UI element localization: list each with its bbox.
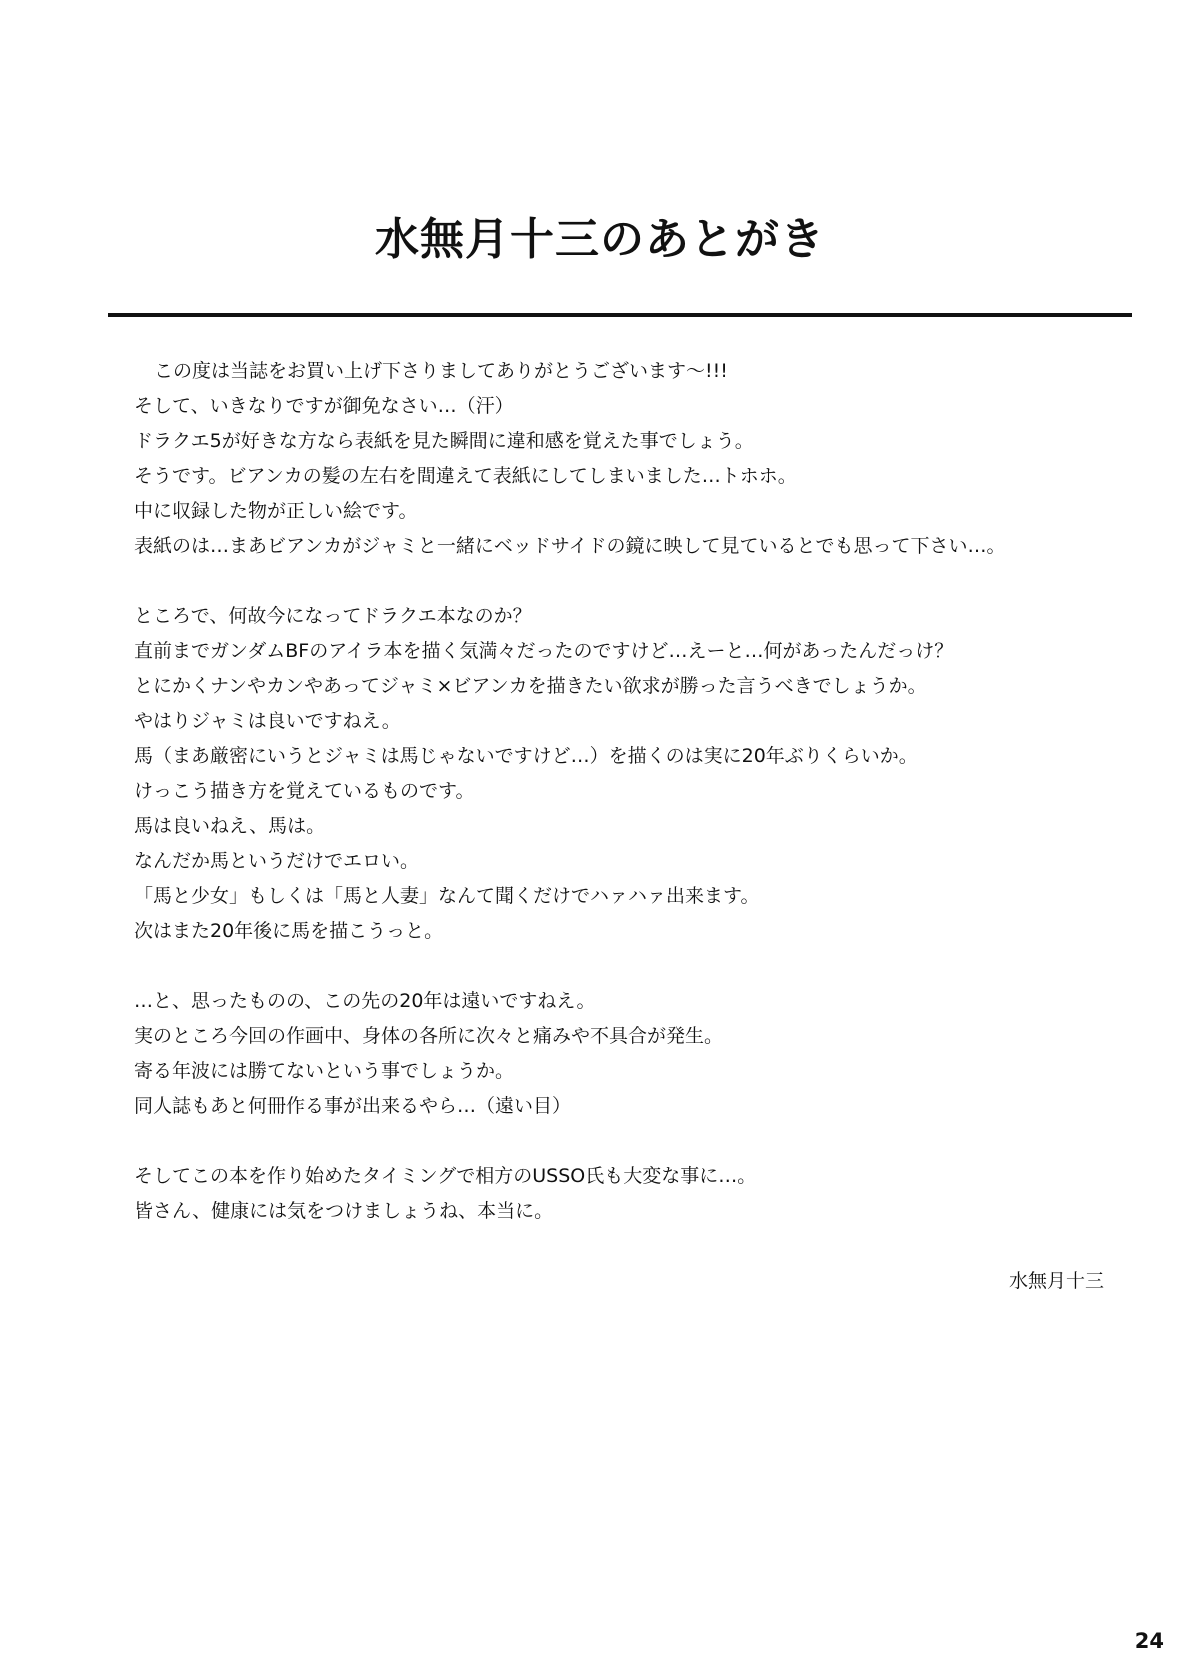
text-line: けっこう描き方を覚えているものです。 [134, 780, 475, 802]
text-line: ドラクエ5が好きな方なら表紙を見た瞬間に違和感を覚えた事でしょう。 [134, 430, 754, 452]
text-line: 皆さん、健康には気をつけましょうね、本当に。 [134, 1200, 554, 1222]
text-line: 寄る年波には勝てないという事でしょうか。 [134, 1060, 515, 1082]
author-signature: 水無月十三 [1008, 1270, 1104, 1292]
paragraph-gap [134, 564, 1094, 599]
text-line: 実のところ今回の作画中、身体の各所に次々と痛みや不具合が発生。 [134, 1025, 724, 1047]
text-line: ところで、何故今になってドラクエ本なのか？ [134, 605, 532, 627]
text-line: 同人誌もあと何冊作る事が出来るやら…（遠い目） [134, 1095, 572, 1117]
text-line: この度は当誌をお買い上げ下さりましてありがとうございます〜!!! [154, 360, 728, 382]
text-line: 馬は良いねえ、馬は。 [134, 815, 326, 837]
text-line: なんだか馬というだけでエロい。 [134, 850, 420, 872]
text-line: 中に収録した物が正しい絵です。 [134, 500, 418, 522]
afterword-body [134, 354, 1094, 1229]
paragraph-gap [134, 949, 1094, 984]
text-line: …と、思ったものの、この先の20年は遠いですねえ。 [134, 990, 596, 1012]
text-line: とにかくナンやカンやあってジャミ×ビアンカを描きたい欲求が勝った言うべきでしょうか。 [134, 675, 927, 697]
title-divider [108, 313, 1132, 317]
text-line: 次はまた20年後に馬を描こうっと。 [134, 920, 444, 942]
text-line: 直前までガンダムBFのアイラ本を描く気満々だったのですけど…えーと…何があったんだっけ？ [134, 640, 954, 662]
text-line: 表紙のは…まあビアンカがジャミと一緒にベッドサイドの鏡に映して見ているとでも思って下さい…。 [134, 535, 1006, 557]
text-line: そしてこの本を作り始めたタイミングで相方のUSSO氏も大変な事に…。 [134, 1165, 757, 1187]
text-line: そうです。ビアンカの髪の左右を間違えて表紙にしてしまいました…トホホ。 [134, 465, 797, 487]
text-line: そして、いきなりですが御免なさい…（汗） [134, 395, 514, 417]
text-line: 馬（まあ厳密にいうとジャミは馬じゃないですけど…）を描くのは実に20年ぶりくらいか。 [134, 745, 918, 767]
page-title: 水無月十三のあとがき [375, 214, 825, 265]
paragraph-gap [134, 1124, 1094, 1159]
text-line: やはりジャミは良いですねえ。 [134, 710, 401, 732]
text-line: 「馬と少女」もしくは「馬と人妻」なんて聞くだけでハァハァ出来ます。 [134, 885, 760, 907]
page-number: 24 [1134, 1629, 1164, 1653]
